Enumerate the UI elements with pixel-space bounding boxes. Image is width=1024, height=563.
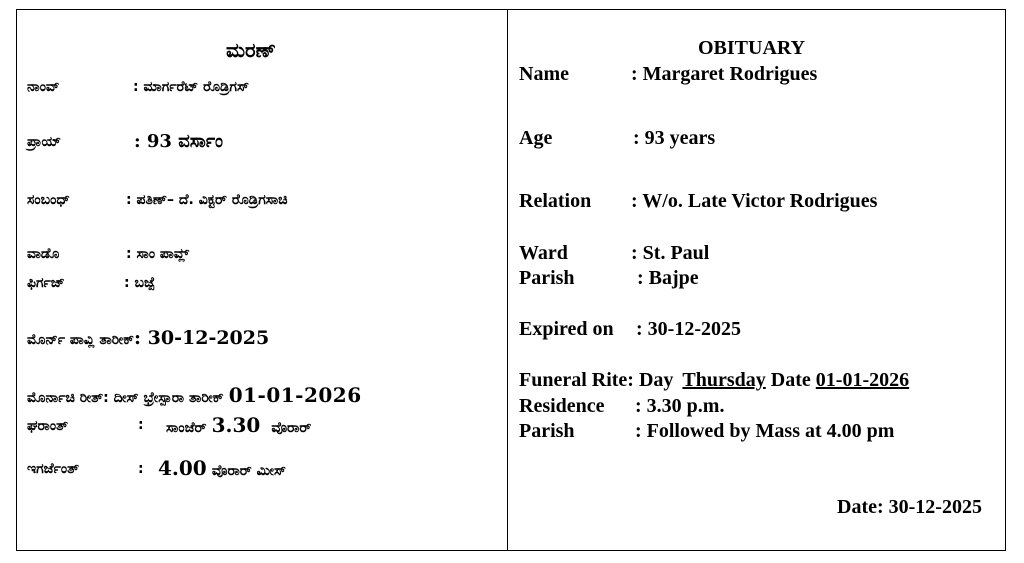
kannada-home-label: ಘರಾಂತ್: [27, 418, 69, 434]
english-residence-label: Residence: [519, 395, 605, 417]
english-expired-value: : 30-12-2025: [636, 318, 741, 340]
kannada-home-line: [27, 415, 68, 434]
english-relation-label: Relation: [519, 190, 592, 212]
english-title: OBITUARY: [698, 37, 806, 59]
kannada-parish-label: ಫಿರ್ಗಜ್: [27, 275, 65, 291]
kannada-funeral-label: ಮೊರ್ನಾಚಿ ರೀತ್: ದೀಸ್ ಭ್ರೇಸ್ಪಾರಾ ತಾರೀಕ್: [27, 390, 224, 406]
english-funeral-date: 01-01-2026: [815, 369, 910, 391]
english-funeral-prefix: Funeral Rite: Day: [519, 369, 674, 391]
english-parish-label: Parish: [519, 267, 575, 289]
english-funeral-line: [519, 369, 909, 392]
english-funeral-date-word: Date: [770, 369, 811, 391]
english-residence-value: : 3.30 p.m.: [635, 395, 725, 417]
english-parish2-value: : Followed by Mass at 4.00 pm: [635, 420, 895, 442]
english-name-value: : Margaret Rodrigues: [631, 63, 818, 85]
english-relation-value: : W/o. Late Victor Rodrigues: [631, 190, 878, 212]
column-divider: [507, 9, 508, 551]
english-ward-label: Ward: [519, 242, 568, 264]
kannada-age-label: ಪ್ರಾಯ್: [27, 134, 62, 150]
kannada-ward-label: ವಾಡೊ: [27, 246, 60, 262]
kannada-church-value: 4.00 ವೊರಾರ್ ಮೀಸ್: [158, 456, 287, 480]
english-ward-value: : St. Paul: [631, 242, 710, 264]
english-age-label: Age: [519, 127, 553, 149]
kannada-relation-label: ಸಂಬಂಧ್: [27, 192, 70, 208]
kannada-relation-value: : ಪತಿಣ್– ದೆ. ವಿಕ್ಟರ್ ರೊಡ್ರಿಗಸಾಚಿ: [126, 192, 288, 208]
kannada-name-label: ನಾಂವ್: [27, 79, 60, 95]
english-parish-value: : Bajpe: [637, 267, 699, 289]
kannada-home-sep: :: [138, 417, 144, 433]
kannada-death-date-value: : 30-12-2025: [134, 327, 270, 349]
english-age-value: : 93 years: [633, 127, 716, 149]
kannada-age-value: : 93 ವರ್ಸಾಂ: [134, 131, 223, 152]
kannada-death-date-label: ಮೊರ್ನ್ ಪಾವ್ಲಿ ತಾರೀಕ್: [27, 332, 135, 348]
kannada-funeral-date: 01-01-2026: [228, 383, 362, 407]
english-name-label: Name: [519, 63, 569, 85]
kannada-funeral-line: [27, 383, 362, 407]
english-expired-label: Expired on: [519, 318, 614, 340]
kannada-home-value: ಸಾಂಜೆರ್ 3.30 ವೊರಾರ್: [166, 413, 312, 437]
kannada-name-value: : ಮಾರ್ಗರೆಟ್ ರೊಡ್ರಿಗಸ್: [133, 79, 249, 95]
kannada-death-date: [27, 327, 269, 349]
kannada-church-label: ಇಗರ್ಜೆಂತ್: [27, 461, 80, 477]
kannada-parish-value: : ಬಜ್ಪೆ: [124, 275, 155, 291]
kannada-title: ಮರಣ್: [226, 38, 276, 62]
english-date-line: Date: 30-12-2025: [837, 496, 982, 518]
kannada-church-sep: :: [138, 461, 144, 477]
english-parish2-label: Parish: [519, 420, 575, 442]
english-funeral-day: Thursday: [682, 369, 766, 391]
kannada-ward-value: : ಸಾಂ ಪಾವ್ಲ್: [126, 246, 190, 262]
